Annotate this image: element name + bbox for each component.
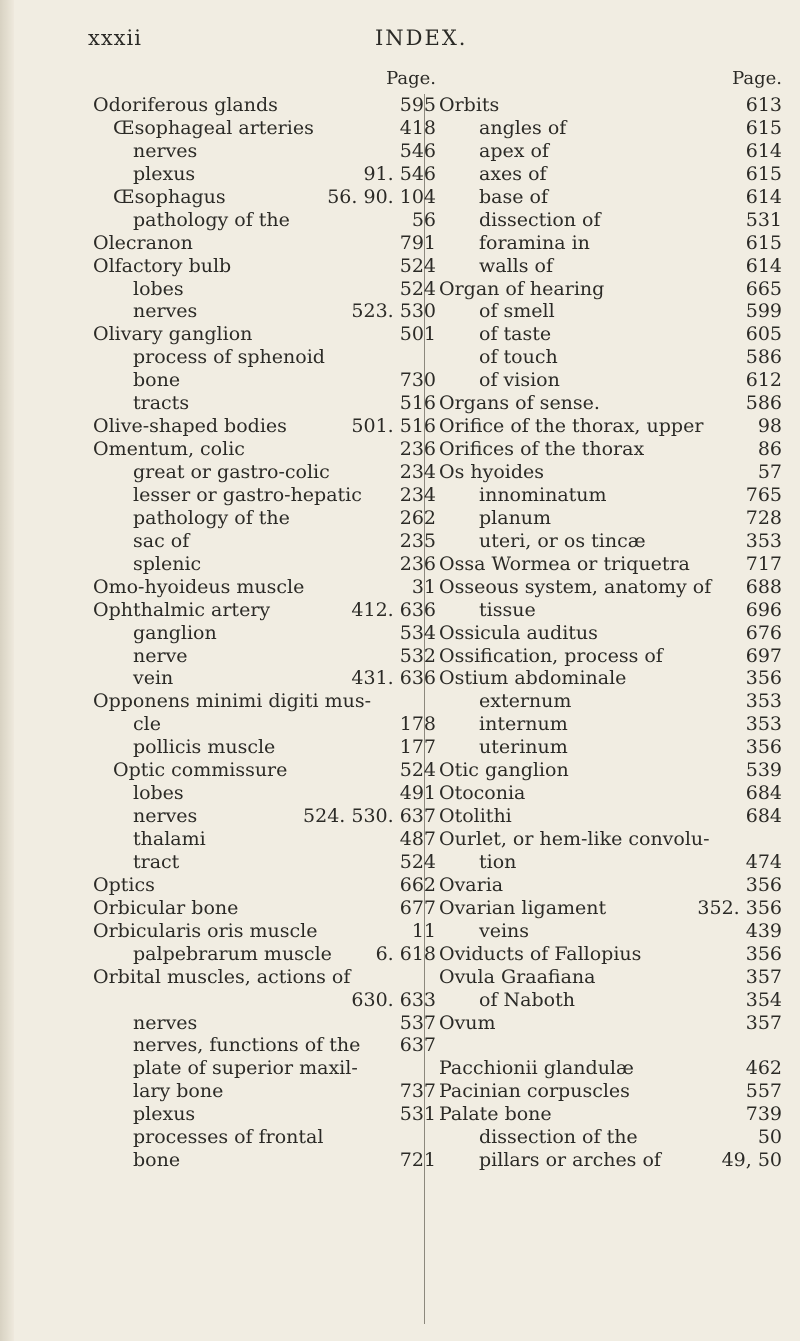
index-entry [439,484,782,507]
entry-page-ref: 546 [399,139,436,162]
entry-term: Orbicular bone [93,896,239,919]
index-entry [439,117,782,140]
index-entry [93,645,436,668]
index-entry [439,323,782,346]
entry-term: vein [133,667,174,690]
entry-page-ref: 431. 636 [351,667,436,690]
entry-page-ref: 615 [745,162,782,185]
entry-page-ref: 539 [745,759,782,782]
entry-term: Omentum, colic [93,438,245,461]
index-entry [93,438,436,461]
index-entry [439,94,782,117]
entry-term: Orifice of the thorax, upper [439,415,704,438]
entry-term: bone [133,369,181,392]
index-entry [439,232,782,255]
index-entry [439,966,782,989]
index-entry [439,713,782,736]
entry-term: Odoriferous glands [93,94,278,116]
entry-term: lobes [133,782,184,805]
entry-term: great or gastro-colic [133,461,330,483]
entry-term: pathology of the [133,506,290,529]
index-column-right [439,94,782,1172]
entry-page-ref: 49, 50 [721,1149,782,1172]
entry-term: of touch [479,346,558,369]
entry-term: Ourlet, or hem-like convolu- [439,828,710,850]
entry-term: Ostium abdominale [439,667,627,690]
entry-page-ref: 677 [399,896,436,919]
entry-term: palpebrarum muscle [133,942,332,965]
entry-term: Ossicula auditus [439,621,598,644]
index-entry [439,346,782,369]
entry-page-ref: 612 [745,369,782,392]
index-entry [93,117,436,140]
index-entry [93,300,436,323]
index-entry [93,163,436,186]
entry-term: Otoconia [439,782,526,805]
index-entry [93,667,436,690]
index-entry [93,782,436,805]
entry-page-ref: 353 [745,529,782,552]
entry-page-ref: 765 [745,483,782,506]
index-entry [439,576,782,599]
entry-term: Olive-shaped bodies [93,415,287,438]
entry-page-ref: 177 [399,736,436,759]
entry-term: nerve [133,644,188,667]
entry-term: apex of [479,139,549,162]
index-entry [93,186,436,209]
entry-page-ref: 613 [745,94,782,116]
index-entry [93,966,436,989]
entry-term: pathology of the [133,208,290,231]
entry-page-ref: 696 [745,598,782,621]
index-entry [439,438,782,461]
entry-term: axes of [479,162,547,185]
entry-page-ref: 739 [745,1103,782,1126]
index-entry [439,140,782,163]
index-entry [93,232,436,255]
index-entry [439,690,782,713]
entry-term: of vision [479,369,560,392]
entry-term: dissection of [479,208,601,231]
page-edge [0,0,14,1341]
entry-term: plexus [133,162,196,185]
entry-page-ref: 537 [399,1011,436,1034]
entry-page-ref: 684 [745,805,782,828]
entry-page-ref: 615 [745,231,782,254]
entry-page-ref: 630. 633 [351,988,436,1011]
index-entry [439,989,782,1012]
index-entry [93,140,436,163]
entry-term: Pacchionii glandulæ [439,1057,634,1080]
entry-page-ref: 524 [399,850,436,873]
index-entry [439,1080,782,1103]
entry-term: Optics [93,873,155,896]
entry-page-ref: 662 [399,873,436,896]
page-header [88,26,760,66]
entry-page-ref: 6. 618 [375,942,436,965]
index-entry [439,369,782,392]
entry-page-ref: 524. 530. 637 [303,805,436,828]
entry-page-ref: 439 [745,919,782,942]
index-entry [93,920,436,943]
entry-page-ref: 235 [399,529,436,552]
index-entry [93,415,436,438]
index-entry [439,255,782,278]
index-entry [439,667,782,690]
index-entry [439,300,782,323]
entry-page-ref: 98 [757,415,782,438]
index-entry [93,1057,436,1080]
index-entry [93,713,436,736]
entry-term: Olfactory bulb [93,254,232,277]
index-entry [93,576,436,599]
index-entry [439,828,782,851]
left-page-label: Page. [386,68,436,89]
index-entry [93,392,436,415]
index-entry [93,1080,436,1103]
entry-page-ref: 524 [399,759,436,782]
entry-page-ref: 614 [745,254,782,277]
entry-page-ref: 676 [745,621,782,644]
entry-page-ref: 524 [399,254,436,277]
entry-term: Organs of sense. [439,392,600,415]
entry-term: Ovum [439,1011,496,1034]
entry-term: Opponens minimi digiti mus- [93,690,372,713]
entry-page-ref: 31 [411,575,436,598]
index-entry [93,599,436,622]
entry-term: Ovula Graafiana [439,965,596,988]
index-entry [439,415,782,438]
entry-page-ref: 491 [399,782,436,805]
entry-page-ref: 56. 90. 104 [327,185,436,208]
entry-page-ref: 532 [399,644,436,667]
index-entry [93,897,436,920]
entry-page-ref: 595 [399,94,436,116]
index-entry [439,530,782,553]
index-entry [439,897,782,920]
index-entry [439,553,782,576]
page-number: xxxii [88,26,142,50]
index-entry [93,507,436,530]
index-entry [93,1126,436,1149]
entry-term: Optic commissure [113,759,288,782]
entry-term: Ophthalmic artery [93,598,271,621]
entry-term: Œsophageal arteries [113,116,314,139]
entry-term: lesser or gastro-hepatic [133,483,362,506]
entry-page-ref: 50 [757,1126,782,1149]
index-entry [93,759,436,782]
entry-page-ref: 352. 356 [697,896,782,919]
entry-page-ref: 234 [399,483,436,506]
entry-page-ref: 523. 530 [351,300,436,323]
entry-term: Ossa Wormea or triquetra [439,552,690,575]
entry-term: Oviducts of Fallopius [439,942,642,965]
index-entry [439,1034,782,1057]
entry-page-ref: 665 [745,277,782,300]
index-entry [439,461,782,484]
index-entry [439,851,782,874]
entry-term: dissection of the [479,1126,638,1149]
entry-term: ganglion [133,621,217,644]
index-title: INDEX. [375,26,468,50]
entry-term: of Naboth [479,988,575,1011]
entry-term: process of sphenoid [133,346,325,369]
entry-term: Orbits [439,94,500,116]
entry-term: bone [133,1149,181,1172]
entry-term: Ovaria [439,873,504,896]
entry-page-ref: 791 [399,231,436,254]
entry-term: uteri, or os tincæ [479,529,646,552]
entry-page-ref: 717 [745,552,782,575]
entry-term: nerves [133,805,198,828]
index-entry [93,874,436,897]
entry-term: pillars or arches of [479,1149,661,1172]
entry-term: lobes [133,277,184,300]
index-entry [93,943,436,966]
entry-term: cle [133,713,161,736]
entry-term: Otolithi [439,805,512,828]
index-entry [439,186,782,209]
index-entry [93,255,436,278]
entry-term: splenic [133,552,202,575]
index-entry [93,278,436,301]
entry-term: Orbicularis oris muscle [93,919,318,942]
entry-page-ref: 501 [399,323,436,346]
entry-term: tion [479,850,517,873]
index-entry [439,1126,782,1149]
entry-term: nerves [133,300,198,323]
index-entry [439,392,782,415]
entry-page-ref: 234 [399,461,436,483]
index-entry [439,759,782,782]
entry-term: Olivary ganglion [93,323,253,346]
entry-term: Palate bone [439,1103,552,1126]
entry-term: Ovarian ligament [439,896,607,919]
entry-page-ref: 412. 636 [351,598,436,621]
entry-page-ref: 56 [411,208,436,231]
entry-term: processes of frontal [133,1126,324,1149]
entry-term: lary bone [133,1080,224,1103]
entry-term: of taste [479,323,552,346]
index-entry [439,1012,782,1035]
entry-page-ref: 236 [399,438,436,461]
entry-page-ref: 178 [399,713,436,736]
entry-page-ref: 474 [745,850,782,873]
entry-page-ref: 524 [399,277,436,300]
entry-page-ref: 599 [745,300,782,323]
index-entry [93,690,436,713]
entry-page-ref: 11 [411,919,436,942]
index-entry [439,920,782,943]
entry-term: Orbital muscles, actions of [93,965,351,988]
index-entry [439,1057,782,1080]
entry-term: Omo-hyoideus muscle [93,575,305,598]
entry-page-ref: 354 [745,988,782,1011]
entry-page-ref: 534 [399,621,436,644]
entry-page-ref: 356 [745,667,782,690]
entry-term: Os hyoides [439,461,545,483]
entry-page-ref: 688 [745,575,782,598]
entry-term: Œsophagus [113,185,226,208]
entry-term: walls of [479,254,554,277]
index-entry [93,461,436,484]
entry-term: Organ of hearing [439,277,605,300]
entry-term: nerves [133,139,198,162]
index-entry [93,369,436,392]
index-entry [439,1103,782,1126]
index-entry [93,1103,436,1126]
entry-term: Ossification, process of [439,644,663,667]
index-entry [439,507,782,530]
entry-term: veins [479,919,530,942]
index-entry [439,736,782,759]
index-entry [93,484,436,507]
index-entry [93,1149,436,1172]
entry-term: Orifices of the thorax [439,438,645,461]
entry-term: Otic ganglion [439,759,569,782]
entry-term: Olecranon [93,231,193,254]
entry-page-ref: 262 [399,506,436,529]
entry-page-ref: 357 [745,965,782,988]
entry-page-ref: 487 [399,828,436,850]
entry-page-ref: 57 [757,461,782,483]
entry-page-ref: 516 [399,392,436,415]
entry-term: internum [479,713,568,736]
entry-term: foramina in [479,231,590,254]
index-entry [439,278,782,301]
entry-page-ref: 353 [745,690,782,713]
index-entry [93,989,436,1012]
entry-page-ref: 614 [745,139,782,162]
entry-page-ref: 86 [757,438,782,461]
entry-term: plate of superior maxil- [133,1057,358,1080]
index-entry [93,346,436,369]
index-entry [439,782,782,805]
entry-term: pollicis muscle [133,736,276,759]
entry-term: Pacinian corpuscles [439,1080,630,1103]
entry-page-ref: 531 [745,208,782,231]
index-entry [439,874,782,897]
entry-page-ref: 356 [745,736,782,759]
entry-term: of smell [479,300,555,323]
entry-term: thalami [133,828,206,850]
index-entry [93,1012,436,1035]
entry-page-ref: 531 [399,1103,436,1126]
entry-term: nerves [133,1011,198,1034]
entry-page-ref: 586 [745,346,782,369]
entry-term: planum [479,506,552,529]
right-page-label: Page. [732,68,782,89]
entry-page-ref: 557 [745,1080,782,1103]
entry-term: nerves, functions of the [133,1034,361,1057]
index-entry [93,805,436,828]
entry-page-ref: 357 [745,1011,782,1034]
index-entry [439,645,782,668]
entry-page-ref: 236 [399,552,436,575]
entry-term: tissue [479,598,536,621]
index-entry [93,94,436,117]
entry-page-ref: 728 [745,506,782,529]
entry-term: angles of [479,116,567,139]
entry-term: sac of [133,529,190,552]
index-entry [93,323,436,346]
entry-term: externum [479,690,572,713]
entry-page-ref: 684 [745,782,782,805]
index-entry [439,805,782,828]
index-entry [439,1149,782,1172]
entry-term: tract [133,850,180,873]
entry-term: Osseous system, anatomy of [439,575,712,598]
index-entry [93,736,436,759]
index-entry [439,622,782,645]
entry-page-ref: 605 [745,323,782,346]
index-entry [439,209,782,232]
entry-page-ref: 353 [745,713,782,736]
entry-term: plexus [133,1103,196,1126]
index-entry [439,163,782,186]
entry-page-ref: 418 [399,116,436,139]
index-entry [93,1034,436,1057]
index-entry [439,599,782,622]
entry-page-ref: 637 [399,1034,436,1057]
entry-term: uterinum [479,736,568,759]
index-entry [93,553,436,576]
entry-page-ref: 615 [745,116,782,139]
index-entry [93,828,436,851]
entry-page-ref: 501. 516 [351,415,436,438]
entry-page-ref: 356 [745,942,782,965]
index-entry [93,851,436,874]
entry-page-ref: 730 [399,369,436,392]
index-entry [439,943,782,966]
entry-page-ref: 721 [399,1149,436,1172]
entry-term: innominatum [479,483,607,506]
entry-term: tracts [133,392,190,415]
entry-term: base of [479,185,548,208]
entry-page-ref: 697 [745,644,782,667]
index-column-left [93,94,436,1172]
index-entry [93,530,436,553]
entry-page-ref: 737 [399,1080,436,1103]
index-entry [93,622,436,645]
entry-page-ref: 586 [745,392,782,415]
index-entry [93,209,436,232]
entry-page-ref: 614 [745,185,782,208]
entry-page-ref: 356 [745,873,782,896]
entry-page-ref: 462 [745,1057,782,1080]
entry-page-ref: 91. 546 [363,162,436,185]
